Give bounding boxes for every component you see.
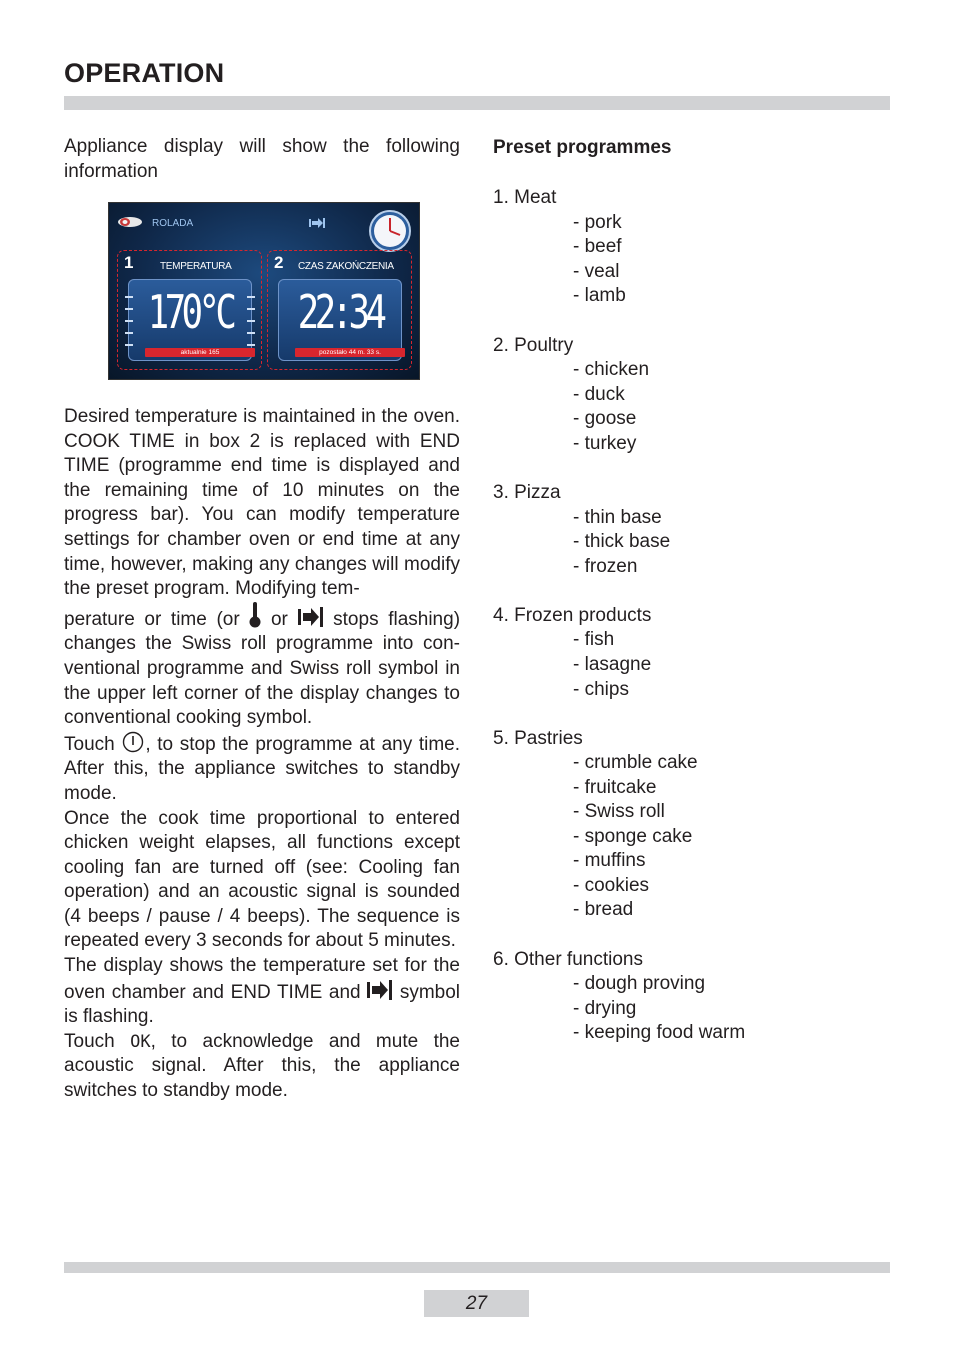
paragraph: Touch , to stop the programme at any time. After this, the appliance switches to standby mode. — [64, 731, 460, 807]
box-label: TEMPERATURA — [160, 261, 232, 272]
list-item: - duck — [573, 384, 625, 405]
body-text — [64, 405, 460, 1104]
display-box-end-time — [267, 250, 412, 370]
list-item: - frozen — [573, 556, 638, 577]
list-item: - drying — [573, 998, 637, 1019]
footer-bar — [64, 1262, 890, 1273]
list-item: - crumble cake — [573, 752, 698, 773]
page-number: 27 — [424, 1290, 529, 1317]
preset-programmes — [493, 137, 746, 1043]
box-screen — [278, 279, 402, 361]
end-time-icon — [309, 217, 325, 229]
box-number: 2 — [274, 253, 284, 272]
list-item: - lamb — [573, 285, 626, 306]
paragraph: Desired temperature is maintained in the oven. COOK TIME in box 2 is replaced with END TIME (programme end time is displayed and the remaining time of 10 minutes on the progress bar). You can modify temperature settings for chamber oven or end time at any time, however, making any changes will modify the preset program. Modifying tem- — [64, 406, 460, 600]
paragraph: Once the cook time proportional to entered chicken weight elapses, all functions except cooling fan are turned off (see: Cooling fan operation) and an acoustic signal is sounded (4 beeps / pause / 4 beeps). The sequence is repeated every 3 seconds for about 5 minutes. — [64, 807, 460, 952]
temperature-value: 170°C — [147, 285, 233, 339]
progress-bar: aktualnie 165 — [145, 348, 255, 357]
paragraph: perature or time (or or stops flashing) changes the Swiss roll programme into con-ventional programme and Swiss roll symbol in the upper left corner of the display changes to conventional cooking symbol. — [64, 602, 460, 731]
list-item: - beef — [573, 236, 622, 257]
box-label: CZAS ZAKOŃCZENIA — [298, 261, 394, 272]
list-item: - bread — [573, 899, 634, 920]
list-item: - pork — [573, 212, 622, 233]
paragraph: The display shows the temperature set for the oven chamber and END TIME and symbol is flashing. — [64, 955, 461, 1028]
category-label: 2. Poultry — [493, 335, 574, 356]
category-label: 4. Frozen products — [493, 605, 652, 626]
list-item: - veal — [573, 261, 620, 282]
category-label: 5. Pastries — [493, 728, 583, 749]
list-item: - lasagne — [573, 654, 652, 675]
box-number: 1 — [124, 253, 134, 272]
list-item: - turkey — [573, 433, 637, 454]
power-icon — [121, 731, 145, 753]
section-heading: Preset programmes — [493, 137, 672, 158]
clock-icon — [368, 209, 412, 253]
appliance-display — [109, 203, 419, 379]
category-label: 6. Other functions — [493, 949, 643, 970]
list-item: - chicken — [573, 359, 650, 380]
thermometer-icon — [249, 602, 261, 628]
list-item: - thick base — [573, 531, 671, 552]
category-label: 3. Pizza — [493, 482, 561, 503]
list-item: - keeping food warm — [573, 1022, 746, 1043]
intro-text: Appliance display will show the following information — [64, 136, 460, 182]
list-item: - chips — [573, 679, 629, 700]
swiss-roll-icon — [117, 215, 143, 229]
display-program-name: ROLADA — [152, 218, 194, 229]
list-item: - goose — [573, 408, 637, 429]
list-item: - dough proving — [573, 973, 706, 994]
page-title: OPERATION — [64, 58, 225, 88]
box-screen — [128, 279, 252, 361]
end-time-value: 22:34 — [297, 285, 383, 339]
list-item: - fish — [573, 629, 615, 650]
end-time-icon — [367, 979, 393, 1001]
list-item: - fruitcake — [573, 777, 657, 798]
ok-label: OK — [130, 1031, 151, 1052]
header-bar — [64, 96, 890, 110]
progress-bar: pozostało 44 m. 33 s. — [295, 348, 405, 357]
list-item: - cookies — [573, 875, 650, 896]
list-item: - Swiss roll — [573, 801, 665, 822]
list-item: - thin base — [573, 507, 662, 528]
list-item: - sponge cake — [573, 826, 693, 847]
paragraph: Touch OK, to acknowledge and mute the acoustic signal. After this, the appliance switches to standby mode. — [64, 1030, 460, 1102]
category-label: 1. Meat — [493, 187, 557, 208]
display-box-temperature — [117, 250, 262, 370]
end-time-icon — [298, 606, 324, 628]
list-item: - muffins — [573, 850, 646, 871]
